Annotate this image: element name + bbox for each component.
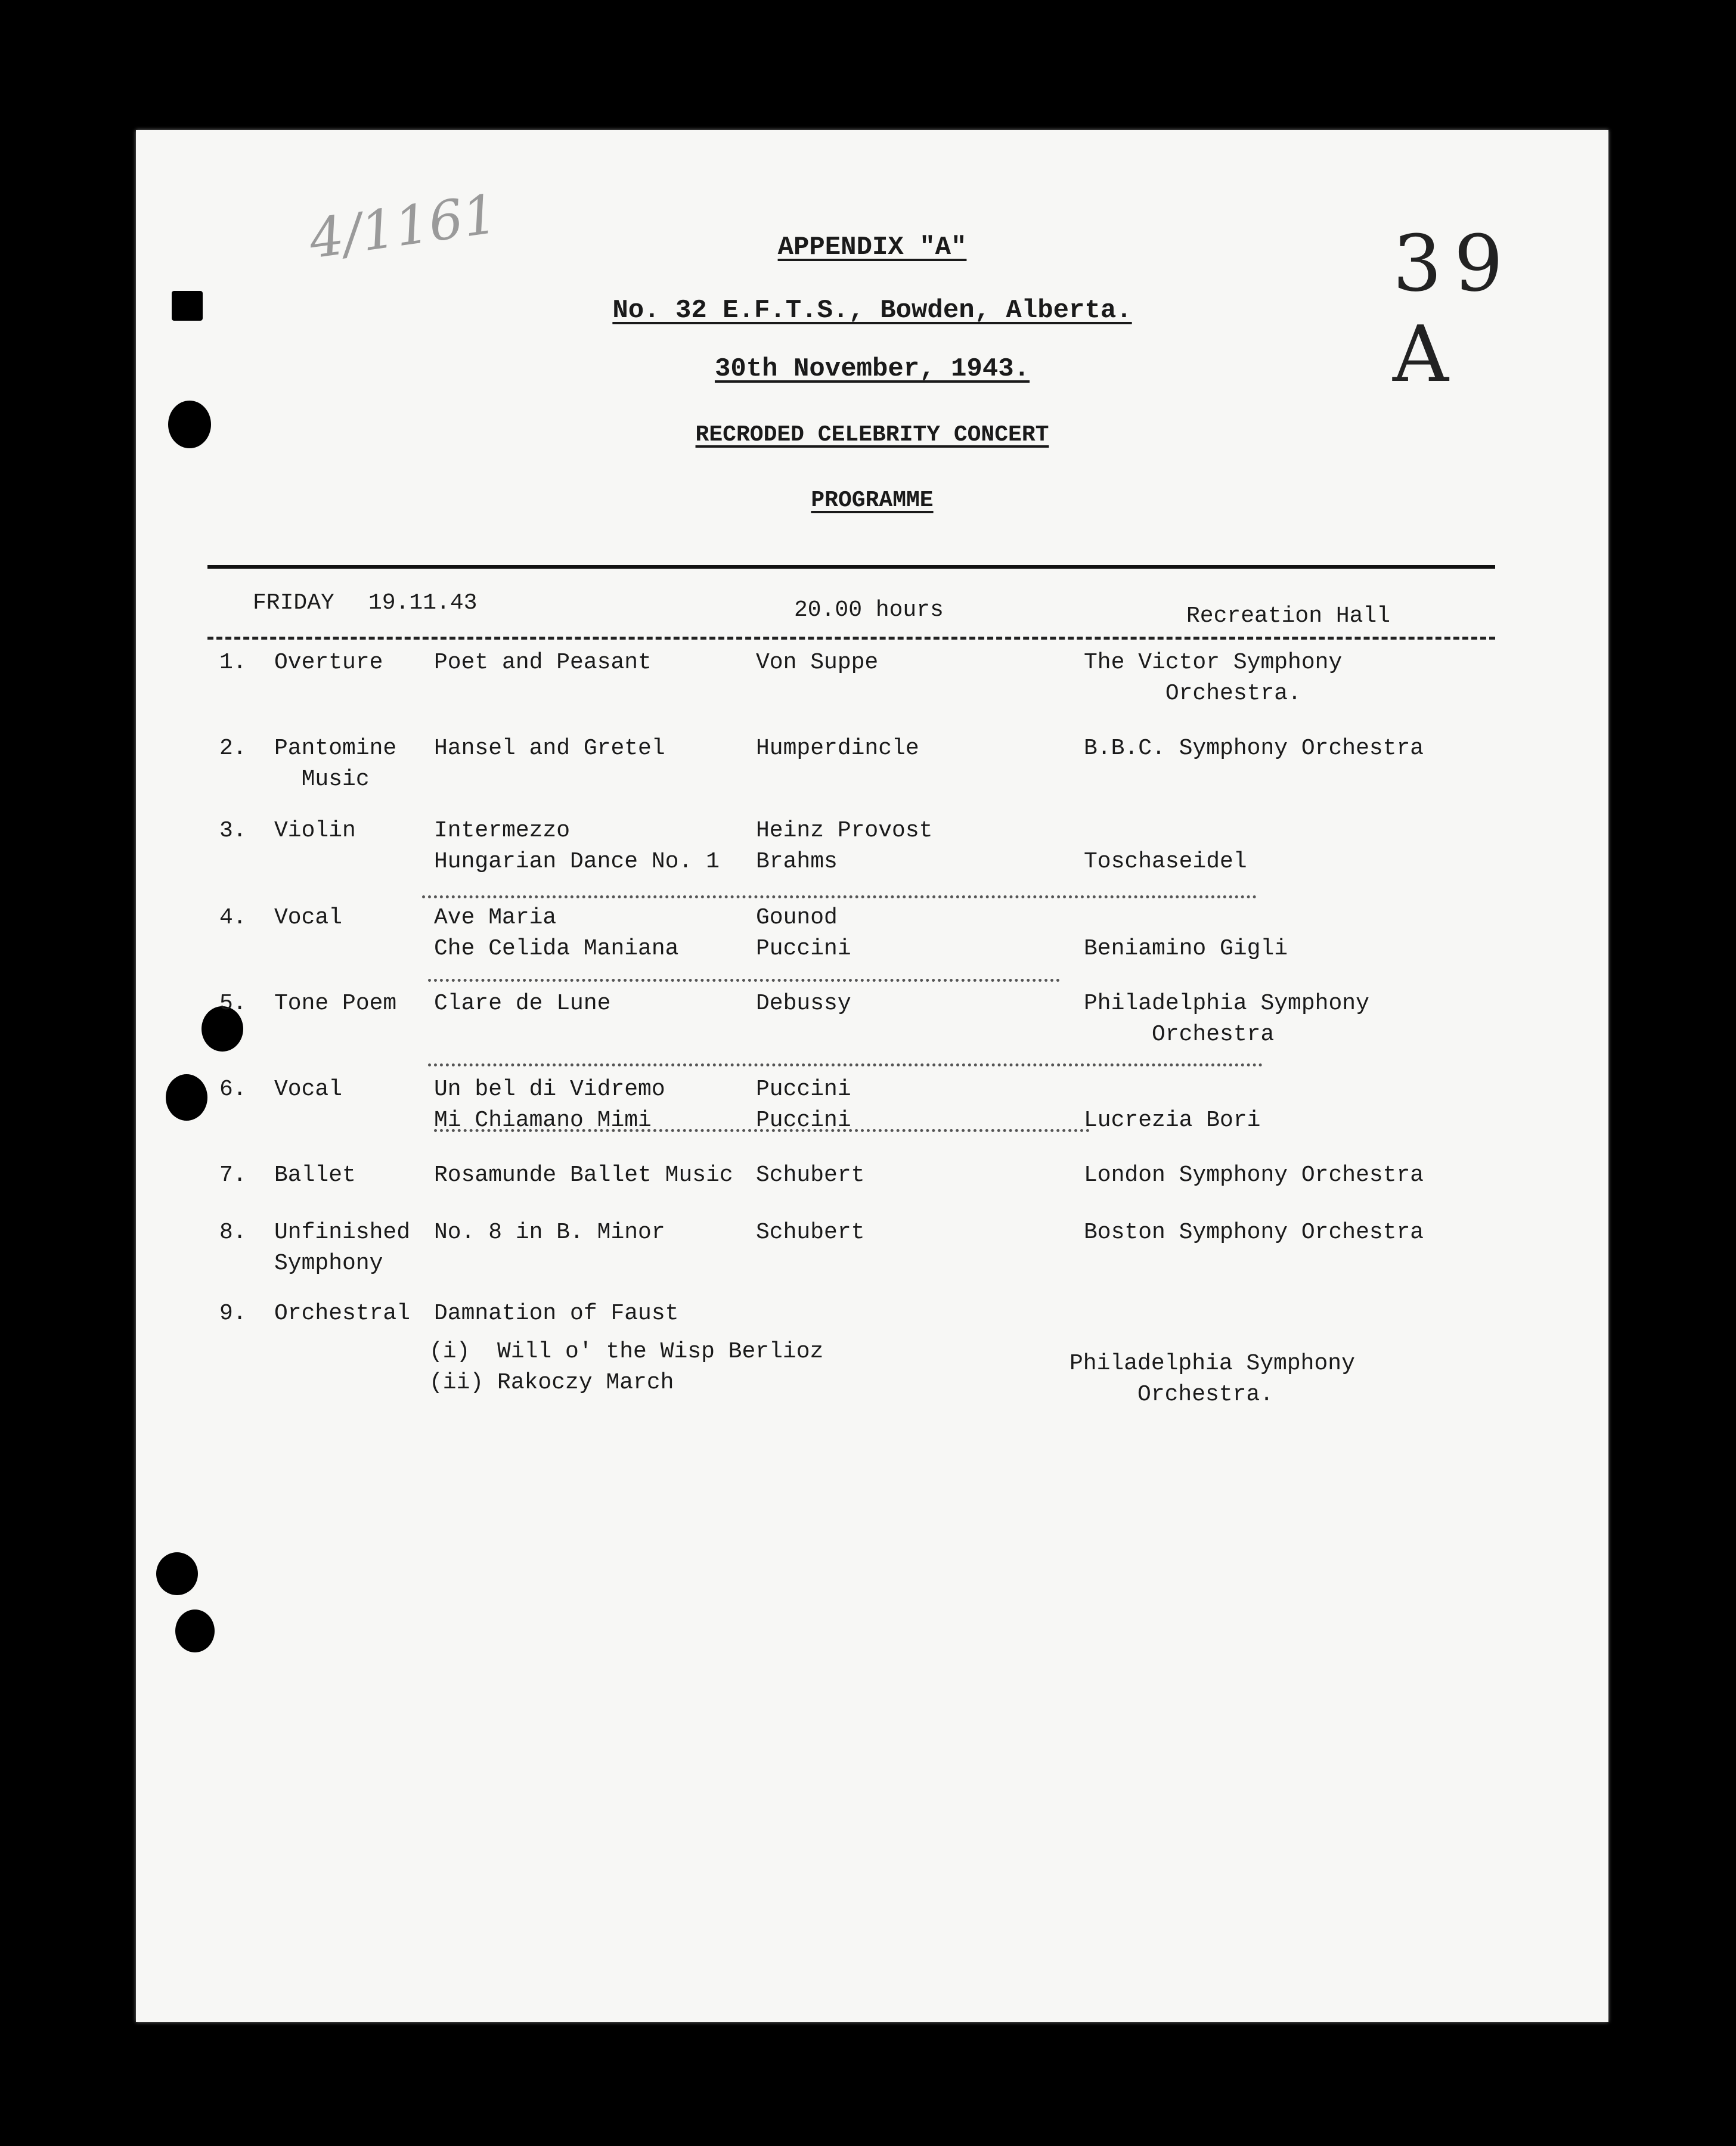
concert-title: RECRODED CELEBRITY CONCERT bbox=[695, 422, 1049, 448]
handwritten-stamp: 4/1161 bbox=[305, 182, 501, 271]
item-composer: Heinz Provost Brahms bbox=[756, 818, 933, 874]
item-type: Vocal bbox=[274, 905, 343, 931]
item-composer: Schubert bbox=[756, 1162, 865, 1188]
item9-performer: Philadelphia Symphony Orchestra. bbox=[1070, 1351, 1355, 1407]
item9-part2: (ii) Rakoczy March bbox=[429, 1370, 674, 1395]
item-title: Hansel and Gretel bbox=[434, 736, 665, 761]
item-num: 3. bbox=[219, 818, 247, 843]
item-num: 5. bbox=[219, 991, 247, 1016]
dotted-leader bbox=[428, 979, 1060, 982]
programme-title: PROGRAMME bbox=[811, 488, 934, 513]
item-composer: Von Suppe bbox=[756, 650, 879, 675]
item-type: Tone Poem bbox=[274, 991, 397, 1016]
item-title: Rosamunde Ballet Music bbox=[434, 1162, 733, 1188]
item-num: 8. bbox=[219, 1220, 247, 1245]
unit-heading: No. 32 E.F.T.S., Bowden, Alberta. bbox=[612, 296, 1132, 325]
item-performer: London Symphony Orchestra bbox=[1084, 1162, 1424, 1188]
session-venue: Recreation Hall bbox=[1186, 603, 1391, 629]
session-day: FRIDAY bbox=[253, 590, 334, 616]
item-composer: Puccini Puccini bbox=[756, 1077, 851, 1133]
dotted-leader bbox=[428, 1063, 1263, 1066]
item-title: No. 8 in B. Minor bbox=[434, 1220, 665, 1245]
item-type: Pantomine Music bbox=[274, 736, 397, 792]
item-type: Vocal bbox=[274, 1077, 343, 1102]
appendix-heading: APPENDIX "A" bbox=[777, 232, 967, 262]
item-type: Violin bbox=[274, 818, 356, 843]
bottom-rule bbox=[207, 637, 1495, 640]
item-type: Orchestral bbox=[274, 1301, 411, 1326]
item-type: Ballet bbox=[274, 1162, 356, 1188]
item-performer: Philadelphia Symphony Orchestra bbox=[1084, 991, 1369, 1047]
item-num: 7. bbox=[219, 1162, 247, 1188]
item-num: 1. bbox=[219, 650, 247, 675]
session-date: 19.11.43 bbox=[368, 590, 478, 616]
item-title: Clare de Lune bbox=[434, 991, 611, 1016]
punch-hole bbox=[156, 1552, 198, 1595]
dotted-leader bbox=[422, 895, 1257, 898]
item-composer: Gounod Puccini bbox=[756, 905, 851, 962]
top-rule bbox=[207, 565, 1495, 569]
item-title: Un bel di Vidremo Mi Chiamano Mimi bbox=[434, 1077, 665, 1133]
item-performer: The Victor Symphony Orchestra. bbox=[1084, 650, 1343, 706]
item-num: 9. bbox=[219, 1301, 247, 1326]
item-composer: Schubert bbox=[756, 1220, 865, 1245]
item-performer: Toschaseidel bbox=[1084, 849, 1247, 874]
item-composer: Debussy bbox=[756, 991, 851, 1016]
session-time: 20.00 hours bbox=[794, 597, 944, 623]
dotted-leader bbox=[434, 1129, 1090, 1132]
item-type: Overture bbox=[274, 650, 383, 675]
item-title: Poet and Peasant bbox=[434, 650, 652, 675]
item-performer: Boston Symphony Orchestra bbox=[1084, 1220, 1424, 1245]
item-performer: Lucrezia Bori bbox=[1084, 1108, 1261, 1133]
item-num: 4. bbox=[219, 905, 247, 931]
date-heading: 30th November, 1943. bbox=[714, 354, 1030, 384]
item-type: Unfinished Symphony bbox=[274, 1220, 411, 1276]
item9-part1: (i) Will o' the Wisp Berlioz bbox=[429, 1339, 824, 1364]
document-page bbox=[136, 130, 1608, 2022]
item-num: 6. bbox=[219, 1077, 247, 1102]
punch-hole bbox=[166, 1074, 207, 1121]
item-performer: Beniamino Gigli bbox=[1084, 936, 1288, 962]
item-title: Damnation of Faust bbox=[434, 1301, 679, 1326]
item-title: Intermezzo Hungarian Dance No. 1 bbox=[434, 818, 720, 874]
handwritten-page-number: 39 A bbox=[1393, 218, 1515, 399]
punch-hole bbox=[175, 1610, 215, 1652]
item-performer: B.B.C. Symphony Orchestra bbox=[1084, 736, 1424, 761]
item-title: Ave Maria Che Celida Maniana bbox=[434, 905, 679, 962]
item-num: 2. bbox=[219, 736, 247, 761]
item-composer: Humperdincle bbox=[756, 736, 919, 761]
